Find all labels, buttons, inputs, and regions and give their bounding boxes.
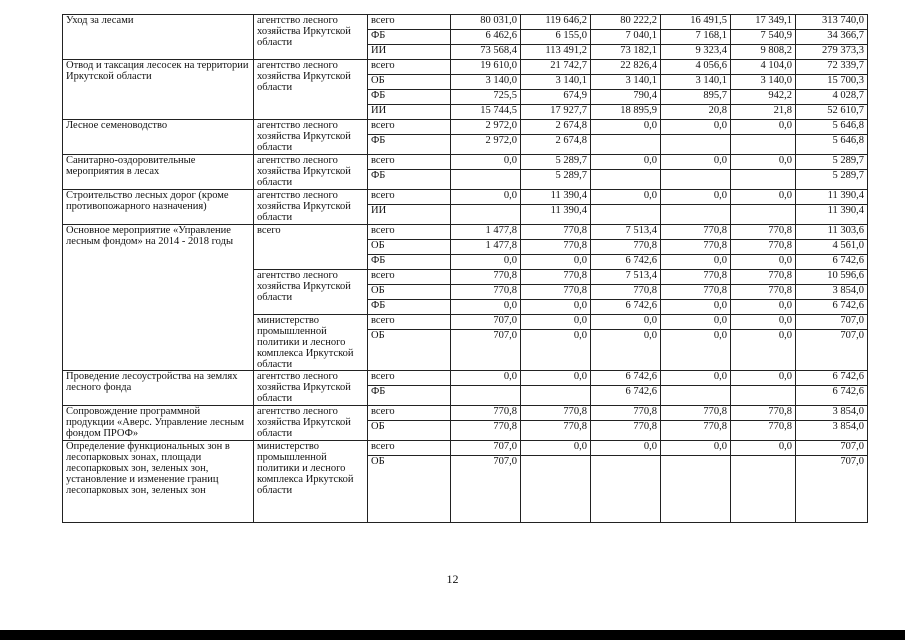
value-cell: 0,0 bbox=[731, 330, 796, 371]
value-cell bbox=[661, 386, 731, 406]
total-cell: 6 742,6 bbox=[796, 371, 868, 386]
responsible-agency: агентство лесного хозяйства Иркутской области bbox=[254, 120, 368, 155]
value-cell: 770,8 bbox=[451, 285, 521, 300]
funding-source: ОБ bbox=[368, 330, 451, 371]
value-cell: 80 222,2 bbox=[591, 15, 661, 30]
funding-source: ИИ bbox=[368, 45, 451, 60]
value-cell: 770,8 bbox=[591, 421, 661, 441]
funding-source: всего bbox=[368, 155, 451, 170]
total-cell: 279 373,3 bbox=[796, 45, 868, 60]
value-cell: 113 491,2 bbox=[521, 45, 591, 60]
funding-source: ОБ bbox=[368, 456, 451, 523]
value-cell: 725,5 bbox=[451, 90, 521, 105]
value-cell: 0,0 bbox=[521, 255, 591, 270]
value-cell: 21,8 bbox=[731, 105, 796, 120]
value-cell: 770,8 bbox=[591, 406, 661, 421]
value-cell: 770,8 bbox=[661, 240, 731, 255]
value-cell: 770,8 bbox=[661, 406, 731, 421]
responsible-agency: агентство лесного хозяйства Иркутской области bbox=[254, 60, 368, 120]
value-cell: 0,0 bbox=[591, 441, 661, 456]
total-cell: 6 742,6 bbox=[796, 386, 868, 406]
total-cell: 313 740,0 bbox=[796, 15, 868, 30]
responsible-agency: агентство лесного хозяйства Иркутской области bbox=[254, 155, 368, 190]
table-row bbox=[63, 406, 868, 421]
page-number: 12 bbox=[446, 572, 459, 586]
value-cell: 770,8 bbox=[521, 406, 591, 421]
value-cell bbox=[731, 456, 796, 523]
total-cell: 11 303,6 bbox=[796, 225, 868, 240]
total-cell: 15 700,3 bbox=[796, 75, 868, 90]
responsible-agency: всего bbox=[254, 225, 368, 270]
activity-name: Строительство лесных дорог (кроме противопожарного назначения) bbox=[63, 190, 254, 225]
value-cell: 770,8 bbox=[521, 240, 591, 255]
value-cell: 0,0 bbox=[661, 190, 731, 205]
total-cell: 5 289,7 bbox=[796, 170, 868, 190]
total-cell: 6 742,6 bbox=[796, 300, 868, 315]
value-cell: 770,8 bbox=[661, 270, 731, 285]
value-cell: 0,0 bbox=[731, 300, 796, 315]
value-cell: 0,0 bbox=[451, 255, 521, 270]
value-cell: 20,8 bbox=[661, 105, 731, 120]
value-cell: 707,0 bbox=[451, 456, 521, 523]
value-cell: 3 140,0 bbox=[451, 75, 521, 90]
funding-source: ФБ bbox=[368, 30, 451, 45]
value-cell: 707,0 bbox=[451, 441, 521, 456]
value-cell: 0,0 bbox=[661, 315, 731, 330]
value-cell: 9 808,2 bbox=[731, 45, 796, 60]
value-cell bbox=[731, 170, 796, 190]
funding-source: ОБ bbox=[368, 421, 451, 441]
total-cell: 4 561,0 bbox=[796, 240, 868, 255]
value-cell: 0,0 bbox=[661, 330, 731, 371]
value-cell: 0,0 bbox=[451, 300, 521, 315]
value-cell: 770,8 bbox=[661, 421, 731, 441]
responsible-agency: агентство лесного хозяйства Иркутской области bbox=[254, 15, 368, 60]
value-cell: 7 540,9 bbox=[731, 30, 796, 45]
value-cell: 0,0 bbox=[731, 315, 796, 330]
table-row bbox=[63, 15, 868, 30]
value-cell: 5 289,7 bbox=[521, 170, 591, 190]
value-cell: 0,0 bbox=[451, 371, 521, 386]
value-cell bbox=[661, 205, 731, 225]
total-cell: 5 646,8 bbox=[796, 120, 868, 135]
funding-source: ОБ bbox=[368, 240, 451, 255]
funding-source: всего bbox=[368, 15, 451, 30]
value-cell bbox=[661, 135, 731, 155]
table-row bbox=[63, 120, 868, 135]
table-row bbox=[63, 225, 868, 240]
funding-source: всего bbox=[368, 315, 451, 330]
table-row bbox=[63, 60, 868, 75]
funding-source: всего bbox=[368, 120, 451, 135]
funding-source: всего bbox=[368, 406, 451, 421]
funding-source: ОБ bbox=[368, 75, 451, 90]
responsible-agency: агентство лесного хозяйства Иркутской области bbox=[254, 406, 368, 441]
value-cell: 770,8 bbox=[661, 225, 731, 240]
total-cell: 11 390,4 bbox=[796, 205, 868, 225]
value-cell: 790,4 bbox=[591, 90, 661, 105]
activity-name: Лесное семеноводство bbox=[63, 120, 254, 155]
value-cell: 770,8 bbox=[731, 285, 796, 300]
funding-source: ФБ bbox=[368, 135, 451, 155]
responsible-agency: министерство промышленной политики и лесного комплекса Иркутской области bbox=[254, 441, 368, 523]
total-cell: 52 610,7 bbox=[796, 105, 868, 120]
value-cell: 3 140,1 bbox=[661, 75, 731, 90]
responsible-agency: агентство лесного хозяйства Иркутской области bbox=[254, 371, 368, 406]
value-cell: 17 349,1 bbox=[731, 15, 796, 30]
value-cell: 0,0 bbox=[731, 190, 796, 205]
total-cell: 707,0 bbox=[796, 315, 868, 330]
funding-source: всего bbox=[368, 225, 451, 240]
value-cell: 16 491,5 bbox=[661, 15, 731, 30]
value-cell: 22 826,4 bbox=[591, 60, 661, 75]
value-cell: 770,8 bbox=[451, 421, 521, 441]
funding-source: всего bbox=[368, 270, 451, 285]
value-cell: 5 289,7 bbox=[521, 155, 591, 170]
value-cell: 1 477,8 bbox=[451, 225, 521, 240]
value-cell: 0,0 bbox=[521, 441, 591, 456]
value-cell bbox=[661, 170, 731, 190]
value-cell bbox=[591, 135, 661, 155]
total-cell: 3 854,0 bbox=[796, 421, 868, 441]
value-cell bbox=[451, 386, 521, 406]
funding-source: ФБ bbox=[368, 255, 451, 270]
value-cell: 770,8 bbox=[731, 240, 796, 255]
value-cell bbox=[451, 205, 521, 225]
value-cell: 0,0 bbox=[731, 120, 796, 135]
value-cell bbox=[591, 205, 661, 225]
value-cell: 0,0 bbox=[731, 441, 796, 456]
value-cell: 1 477,8 bbox=[451, 240, 521, 255]
value-cell: 2 972,0 bbox=[451, 120, 521, 135]
value-cell bbox=[731, 135, 796, 155]
total-cell: 3 854,0 bbox=[796, 285, 868, 300]
value-cell: 11 390,4 bbox=[521, 190, 591, 205]
value-cell: 770,8 bbox=[731, 225, 796, 240]
budget-table bbox=[62, 14, 868, 523]
total-cell: 707,0 bbox=[796, 441, 868, 456]
value-cell: 0,0 bbox=[521, 300, 591, 315]
value-cell: 770,8 bbox=[521, 421, 591, 441]
value-cell: 0,0 bbox=[731, 255, 796, 270]
value-cell: 770,8 bbox=[451, 406, 521, 421]
value-cell: 11 390,4 bbox=[521, 205, 591, 225]
value-cell: 15 744,5 bbox=[451, 105, 521, 120]
value-cell: 3 140,1 bbox=[591, 75, 661, 90]
value-cell: 21 742,7 bbox=[521, 60, 591, 75]
value-cell: 895,7 bbox=[661, 90, 731, 105]
value-cell: 2 972,0 bbox=[451, 135, 521, 155]
funding-source: всего bbox=[368, 441, 451, 456]
value-cell: 770,8 bbox=[661, 285, 731, 300]
funding-source: ФБ bbox=[368, 386, 451, 406]
value-cell: 0,0 bbox=[521, 330, 591, 371]
funding-source: ФБ bbox=[368, 170, 451, 190]
value-cell: 0,0 bbox=[661, 155, 731, 170]
value-cell: 0,0 bbox=[731, 371, 796, 386]
value-cell: 2 674,8 bbox=[521, 120, 591, 135]
funding-source: ФБ bbox=[368, 300, 451, 315]
value-cell: 17 927,7 bbox=[521, 105, 591, 120]
funding-source: всего bbox=[368, 60, 451, 75]
value-cell bbox=[521, 456, 591, 523]
value-cell: 0,0 bbox=[661, 255, 731, 270]
value-cell: 0,0 bbox=[661, 120, 731, 135]
value-cell: 6 155,0 bbox=[521, 30, 591, 45]
value-cell: 770,8 bbox=[521, 285, 591, 300]
value-cell: 0,0 bbox=[451, 155, 521, 170]
value-cell: 6 462,6 bbox=[451, 30, 521, 45]
value-cell: 7 040,1 bbox=[591, 30, 661, 45]
total-cell: 4 028,7 bbox=[796, 90, 868, 105]
value-cell: 674,9 bbox=[521, 90, 591, 105]
value-cell: 73 182,1 bbox=[591, 45, 661, 60]
value-cell: 6 742,6 bbox=[591, 255, 661, 270]
table-row bbox=[63, 441, 868, 456]
total-cell: 5 289,7 bbox=[796, 155, 868, 170]
value-cell: 4 056,6 bbox=[661, 60, 731, 75]
value-cell bbox=[591, 170, 661, 190]
total-cell: 5 646,8 bbox=[796, 135, 868, 155]
activity-name: Сопровождение программной продукции «Аверс. Управление лесным фондом ПРОФ» bbox=[63, 406, 254, 441]
value-cell: 3 140,1 bbox=[521, 75, 591, 90]
value-cell: 19 610,0 bbox=[451, 60, 521, 75]
value-cell: 770,8 bbox=[731, 406, 796, 421]
value-cell bbox=[521, 386, 591, 406]
value-cell: 770,8 bbox=[451, 270, 521, 285]
table-row bbox=[63, 190, 868, 205]
value-cell: 707,0 bbox=[451, 315, 521, 330]
funding-source: всего bbox=[368, 371, 451, 386]
value-cell: 3 140,0 bbox=[731, 75, 796, 90]
funding-source: ФБ bbox=[368, 90, 451, 105]
value-cell: 0,0 bbox=[591, 190, 661, 205]
total-cell: 10 596,6 bbox=[796, 270, 868, 285]
value-cell: 80 031,0 bbox=[451, 15, 521, 30]
value-cell: 770,8 bbox=[521, 225, 591, 240]
funding-source: ИИ bbox=[368, 205, 451, 225]
value-cell: 7 513,4 bbox=[591, 270, 661, 285]
activity-name: Отвод и таксация лесосек на территории Иркутской области bbox=[63, 60, 254, 120]
activity-name: Проведение лесоустройства на землях лесного фонда bbox=[63, 371, 254, 406]
table-row bbox=[63, 371, 868, 386]
funding-source: ИИ bbox=[368, 105, 451, 120]
value-cell: 0,0 bbox=[661, 371, 731, 386]
total-cell: 11 390,4 bbox=[796, 190, 868, 205]
value-cell: 0,0 bbox=[521, 315, 591, 330]
table-row bbox=[63, 155, 868, 170]
value-cell: 770,8 bbox=[731, 421, 796, 441]
value-cell: 770,8 bbox=[731, 270, 796, 285]
activity-name: Определение функциональных зон в лесопарковых зонах, площади лесопарковых зон, зеленых зон, установление и изменение границ лесопарковых зон, зеленых зон bbox=[63, 441, 254, 523]
value-cell: 7 513,4 bbox=[591, 225, 661, 240]
value-cell: 0,0 bbox=[521, 371, 591, 386]
activity-name: Основное мероприятие «Управление лесным фондом» на 2014 - 2018 годы bbox=[63, 225, 254, 371]
value-cell: 119 646,2 bbox=[521, 15, 591, 30]
value-cell: 18 895,9 bbox=[591, 105, 661, 120]
total-cell: 34 366,7 bbox=[796, 30, 868, 45]
value-cell: 0,0 bbox=[661, 441, 731, 456]
value-cell: 942,2 bbox=[731, 90, 796, 105]
value-cell: 73 568,4 bbox=[451, 45, 521, 60]
responsible-agency: министерство промышленной политики и лесного комплекса Иркутской области bbox=[254, 315, 368, 371]
value-cell: 0,0 bbox=[591, 155, 661, 170]
value-cell bbox=[731, 205, 796, 225]
responsible-agency: агентство лесного хозяйства Иркутской области bbox=[254, 190, 368, 225]
value-cell bbox=[451, 170, 521, 190]
value-cell: 770,8 bbox=[591, 285, 661, 300]
value-cell bbox=[591, 456, 661, 523]
value-cell bbox=[661, 456, 731, 523]
value-cell: 9 323,4 bbox=[661, 45, 731, 60]
activity-name: Санитарно-оздоровительные мероприятия в лесах bbox=[63, 155, 254, 190]
value-cell: 0,0 bbox=[591, 120, 661, 135]
value-cell bbox=[731, 386, 796, 406]
value-cell: 7 168,1 bbox=[661, 30, 731, 45]
value-cell: 6 742,6 bbox=[591, 300, 661, 315]
funding-source: всего bbox=[368, 190, 451, 205]
total-cell: 3 854,0 bbox=[796, 406, 868, 421]
total-cell: 707,0 bbox=[796, 330, 868, 371]
total-cell: 6 742,6 bbox=[796, 255, 868, 270]
scan-bottom-edge bbox=[0, 630, 905, 640]
value-cell: 770,8 bbox=[521, 270, 591, 285]
value-cell: 6 742,6 bbox=[591, 386, 661, 406]
value-cell: 4 104,0 bbox=[731, 60, 796, 75]
total-cell: 707,0 bbox=[796, 456, 868, 523]
value-cell: 0,0 bbox=[591, 315, 661, 330]
value-cell: 6 742,6 bbox=[591, 371, 661, 386]
value-cell: 0,0 bbox=[661, 300, 731, 315]
activity-name: Уход за лесами bbox=[63, 15, 254, 60]
responsible-agency: агентство лесного хозяйства Иркутской области bbox=[254, 270, 368, 315]
value-cell: 770,8 bbox=[591, 240, 661, 255]
value-cell: 707,0 bbox=[451, 330, 521, 371]
value-cell: 0,0 bbox=[451, 190, 521, 205]
value-cell: 2 674,8 bbox=[521, 135, 591, 155]
value-cell: 0,0 bbox=[731, 155, 796, 170]
value-cell: 0,0 bbox=[591, 330, 661, 371]
funding-source: ОБ bbox=[368, 285, 451, 300]
total-cell: 72 339,7 bbox=[796, 60, 868, 75]
